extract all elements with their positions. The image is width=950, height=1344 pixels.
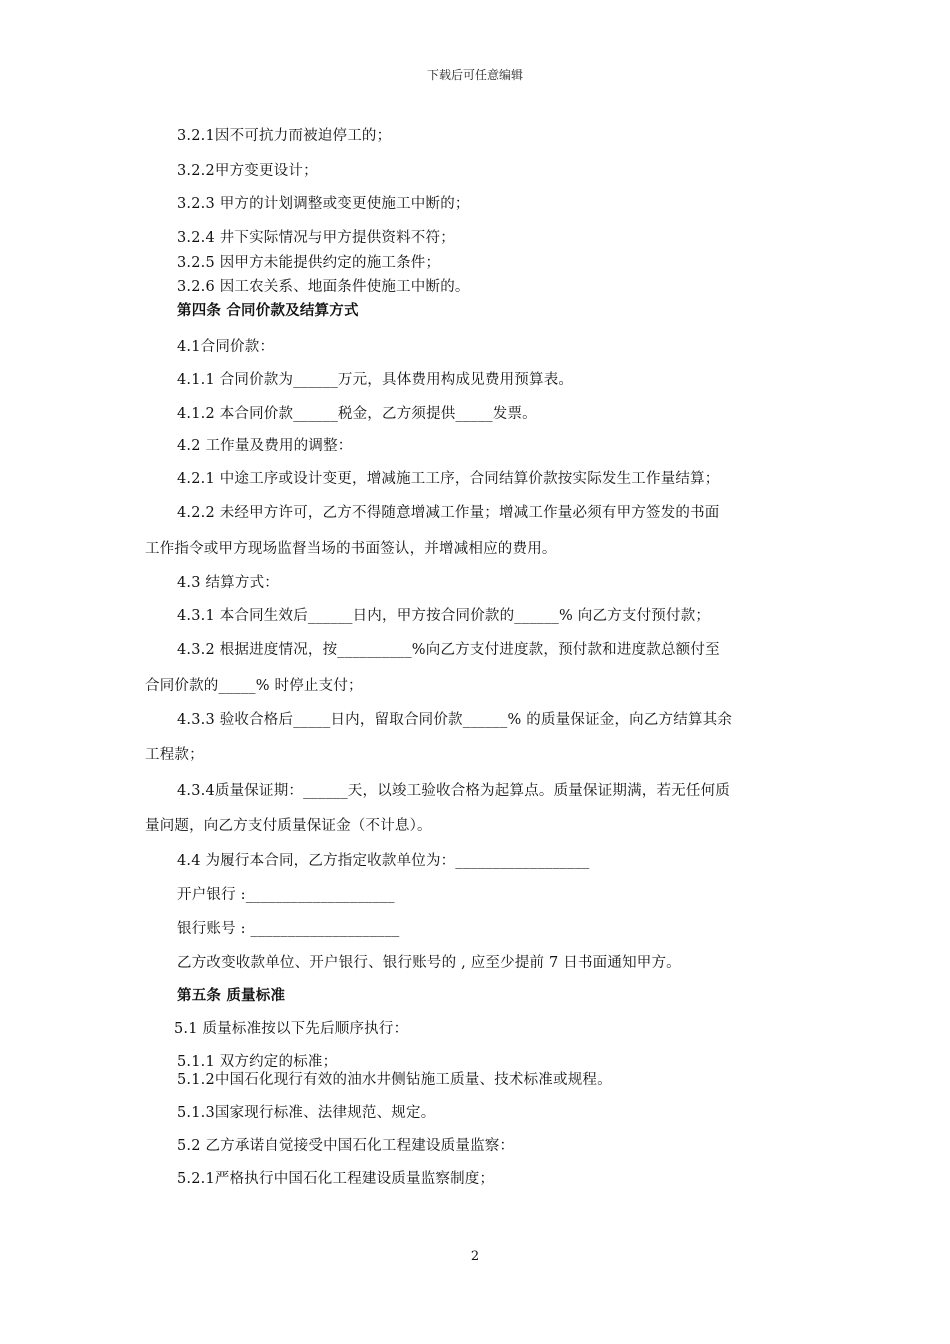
- clause-4-3-4-cont: 量问题，向乙方支付质量保证金（不计息）。: [145, 818, 432, 834]
- clause-3-2-4: 3.2.4 井下实际情况与甲方提供资料不符；: [177, 230, 455, 246]
- clause-5-1-3: 5.1.3国家现行标准、法律规范、规定。: [177, 1105, 436, 1121]
- clause-5-2: 5.2 乙方承诺自觉接受中国石化工程建设质量监察：: [177, 1138, 515, 1154]
- clause-3-2-6: 3.2.6 因工农关系、地面条件使施工中断的。: [177, 279, 470, 295]
- section-heading-article-4: 第四条 合同价款及结算方式: [177, 303, 359, 319]
- clause-4-3: 4.3 结算方式：: [177, 575, 279, 591]
- clause-3-2-2: 3.2.2甲方变更设计；: [177, 163, 318, 179]
- clause-5-1: 5.1 质量标准按以下先后顺序执行：: [174, 1021, 409, 1037]
- clause-4-3-1: 4.3.1 本合同生效后______日内，甲方按合同价款的______% 向乙方支付预付款；: [177, 608, 711, 624]
- clause-4-1: 4.1合同价款：: [177, 339, 275, 355]
- clause-5-2-1: 5.2.1严格执行中国石化工程建设质量监察制度；: [177, 1171, 495, 1187]
- section-heading-article-5: 第五条 质量标准: [177, 988, 286, 1004]
- page-number: 2: [470, 1249, 480, 1264]
- clause-4-3-3: 4.3.3 验收合格后_____日内，留取合同价款______% 的质量保证金，向乙方结算其余: [177, 712, 733, 728]
- clause-3-2-1: 3.2.1因不可抗力而被迫停工的；: [177, 128, 392, 144]
- clause-4-3-2: 4.3.2 根据进度情况，按__________%向乙方支付进度款，预付款和进度款总额付至: [177, 642, 720, 658]
- clause-5-1-2: 5.1.2中国石化现行有效的油水井侧钻施工质量、技术标准或规程。: [177, 1072, 612, 1088]
- clause-4-1-1: 4.1.1 合同价款为______万元，具体费用构成见费用预算表。: [177, 372, 574, 388]
- change-notice-line: 乙方改变收款单位、开户银行、银行账号的 , 应至少提前 7 日书面通知甲方。: [177, 955, 681, 971]
- bank-account-line: 银行账号 : ____________________: [177, 921, 400, 937]
- clause-3-2-5: 3.2.5 因甲方未能提供约定的施工条件；: [177, 255, 441, 271]
- clause-4-4: 4.4 为履行本合同，乙方指定收款单位为：__________________: [177, 853, 590, 869]
- clause-4-2: 4.2 工作量及费用的调整：: [177, 438, 353, 454]
- clause-4-2-2: 4.2.2 未经甲方许可，乙方不得随意增减工作量；增减工作量必须有甲方签发的书面: [177, 505, 720, 521]
- clause-4-3-4: 4.3.4质量保证期：______天，以竣工验收合格为起算点。质量保证期满，若无任何质: [177, 783, 730, 799]
- clause-3-2-3: 3.2.3 甲方的计划调整或变更使施工中断的；: [177, 196, 470, 212]
- clause-4-2-1: 4.2.1 中途工序或设计变更，增减施工工序，合同结算价款按实际发生工作量结算；: [177, 471, 720, 487]
- clause-5-1-1: 5.1.1 双方约定的标准；: [177, 1054, 338, 1070]
- clause-4-3-3-cont: 工程款；: [145, 747, 204, 763]
- clause-4-1-2: 4.1.2 本合同价款______税金，乙方须提供_____发票。: [177, 406, 537, 422]
- page-header-note: 下载后可任意编辑: [426, 68, 523, 82]
- clause-4-2-2-cont: 工作指令或甲方现场监督当场的书面签认，并增减相应的费用。: [145, 541, 557, 557]
- bank-name-line: 开户银行 :____________________: [177, 887, 395, 903]
- clause-4-3-2-cont: 合同价款的_____% 时停止支付；: [145, 678, 363, 694]
